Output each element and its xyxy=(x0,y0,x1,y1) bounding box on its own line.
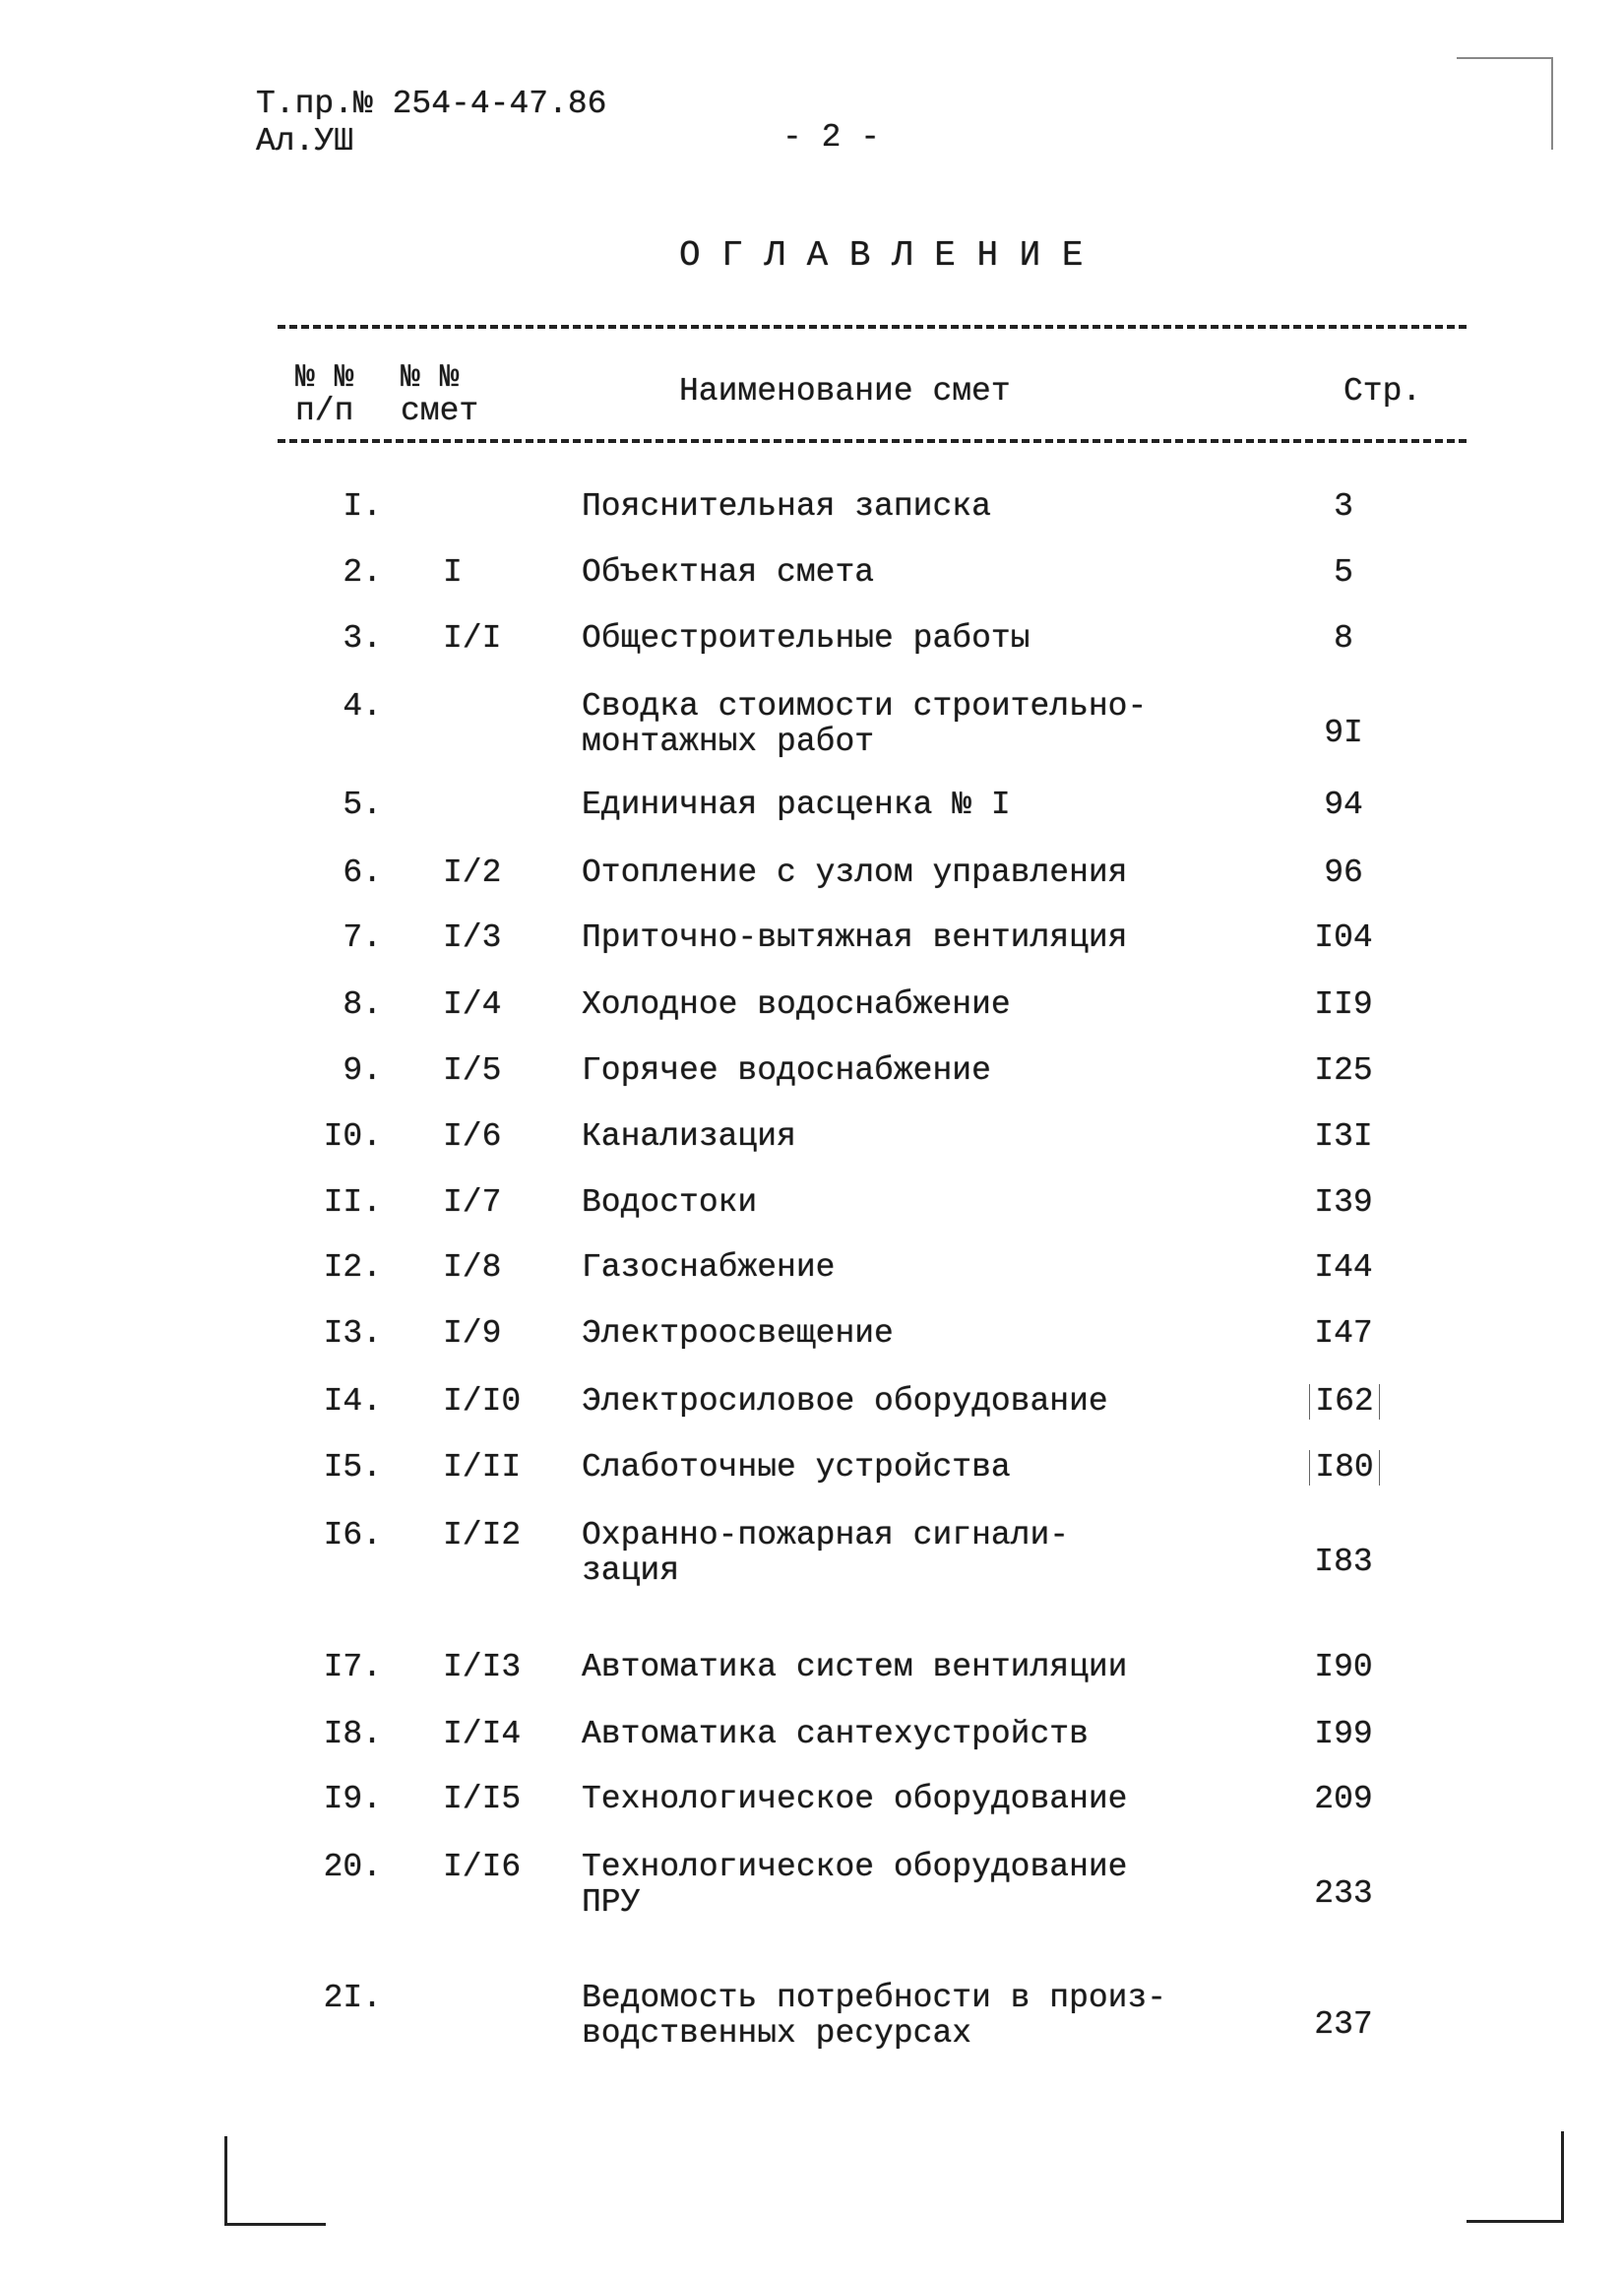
row-name: Автоматика сантехустройств xyxy=(582,1716,1089,1752)
row-page: 9I xyxy=(1324,715,1363,751)
row-smeta-number: I/II xyxy=(443,1449,522,1486)
row-page: I3I xyxy=(1314,1118,1373,1155)
col-header-name: Наименование смет xyxy=(679,373,1011,410)
row-page: 94 xyxy=(1324,787,1363,823)
row-page: I62 xyxy=(1309,1384,1380,1420)
row-page: 237 xyxy=(1314,2006,1373,2043)
row-page: 96 xyxy=(1324,854,1363,891)
row-page: I90 xyxy=(1314,1649,1373,1685)
row-page: I99 xyxy=(1314,1716,1373,1752)
row-page: 8 xyxy=(1334,620,1353,657)
page-title: О Г Л А В Л Е Н И Е xyxy=(679,235,1084,276)
row-number: I. xyxy=(343,488,382,525)
row-page: I04 xyxy=(1314,919,1373,956)
row-number: 9. xyxy=(343,1052,382,1089)
corner-mark-top-right xyxy=(1457,57,1553,150)
row-smeta-number: I/I6 xyxy=(443,1849,522,1885)
row-smeta-number: I xyxy=(443,554,463,591)
row-name: Ведомость потребности в произ- xyxy=(582,1980,1167,2016)
row-name: Горячее водоснабжение xyxy=(582,1052,991,1089)
row-number: I9. xyxy=(323,1781,382,1817)
table-top-divider xyxy=(278,325,1467,329)
row-number: 4. xyxy=(343,688,382,725)
row-name: Единичная расценка № I xyxy=(582,787,1011,823)
row-smeta-number: I/9 xyxy=(443,1315,502,1352)
row-smeta-number: I/I xyxy=(443,620,502,657)
row-number: I0. xyxy=(323,1118,382,1155)
corner-mark-left xyxy=(224,2136,326,2226)
col-header-num-1: № № xyxy=(295,359,354,396)
row-number: 5. xyxy=(343,787,382,823)
row-page: I44 xyxy=(1314,1249,1373,1286)
row-smeta-number: I/I2 xyxy=(443,1517,522,1553)
row-smeta-number: I/6 xyxy=(443,1118,502,1155)
row-name: Отопление с узлом управления xyxy=(582,854,1128,891)
col-header-num-2: п/п xyxy=(295,393,354,429)
col-header-page: Стр. xyxy=(1343,373,1422,410)
row-name: Объектная смета xyxy=(582,554,875,591)
row-page: II9 xyxy=(1314,986,1373,1023)
row-number: 20. xyxy=(323,1849,382,1885)
row-number: I3. xyxy=(323,1315,382,1352)
corner-mark-right xyxy=(1467,2131,1564,2223)
row-name: зация xyxy=(582,1552,680,1589)
row-name: Газоснабжение xyxy=(582,1249,836,1286)
row-number: 8. xyxy=(343,986,382,1023)
row-smeta-number: I/3 xyxy=(443,919,502,956)
row-number: I5. xyxy=(323,1449,382,1486)
row-page: I39 xyxy=(1314,1184,1373,1221)
row-number: I6. xyxy=(323,1517,382,1553)
row-smeta-number: I/I3 xyxy=(443,1649,522,1685)
row-page: I47 xyxy=(1314,1315,1373,1352)
row-page: 3 xyxy=(1334,488,1353,525)
row-name: монтажных работ xyxy=(582,724,875,760)
row-page: 209 xyxy=(1314,1781,1373,1817)
row-name: Приточно-вытяжная вентиляция xyxy=(582,919,1128,956)
row-number: 3. xyxy=(343,620,382,657)
row-name: Общестроительные работы xyxy=(582,620,1031,657)
row-smeta-number: I/8 xyxy=(443,1249,502,1286)
row-name: Холодное водоснабжение xyxy=(582,986,1011,1023)
album-label: Ал.УШ xyxy=(256,123,354,159)
row-name: Технологическое оборудование xyxy=(582,1781,1128,1817)
row-name: Технологическое оборудование xyxy=(582,1849,1128,1885)
row-number: I4. xyxy=(323,1383,382,1420)
row-smeta-number: I/4 xyxy=(443,986,502,1023)
row-number: I8. xyxy=(323,1716,382,1752)
row-name: Охранно-пожарная сигнали- xyxy=(582,1517,1070,1553)
row-name: Сводка стоимости строительно- xyxy=(582,688,1148,725)
row-name: Пояснительная записка xyxy=(582,488,991,525)
row-smeta-number: I/7 xyxy=(443,1184,502,1221)
row-number: I7. xyxy=(323,1649,382,1685)
col-header-smeta-1: № № xyxy=(401,359,460,396)
row-name: Электросиловое оборудование xyxy=(582,1383,1108,1420)
row-page: I25 xyxy=(1314,1052,1373,1089)
row-page: I80 xyxy=(1309,1450,1380,1486)
row-number: II. xyxy=(323,1184,382,1221)
row-name: Водостоки xyxy=(582,1184,758,1221)
table-header-divider xyxy=(278,439,1467,443)
row-smeta-number: I/I0 xyxy=(443,1383,522,1420)
row-number: 6. xyxy=(343,854,382,891)
row-name: Слаботочные устройства xyxy=(582,1449,1011,1486)
row-page: I83 xyxy=(1314,1544,1373,1580)
row-number: 7. xyxy=(343,919,382,956)
row-name: Электроосвещение xyxy=(582,1315,894,1352)
row-name: Канализация xyxy=(582,1118,796,1155)
project-reference: Т.пр.№ 254-4-47.86 xyxy=(256,86,607,122)
row-name: Автоматика систем вентиляции xyxy=(582,1649,1128,1685)
page-number: - 2 - xyxy=(782,119,881,156)
row-name: ПРУ xyxy=(582,1884,641,1921)
row-smeta-number: I/I4 xyxy=(443,1716,522,1752)
row-name: водственных ресурсах xyxy=(582,2015,972,2052)
row-number: 2. xyxy=(343,554,382,591)
col-header-smeta-2: смет xyxy=(401,393,479,429)
row-number: 2I. xyxy=(323,1980,382,2016)
row-smeta-number: I/5 xyxy=(443,1052,502,1089)
row-smeta-number: I/I5 xyxy=(443,1781,522,1817)
row-page: 5 xyxy=(1334,554,1353,591)
row-smeta-number: I/2 xyxy=(443,854,502,891)
row-page: 233 xyxy=(1314,1875,1373,1912)
row-number: I2. xyxy=(323,1249,382,1286)
